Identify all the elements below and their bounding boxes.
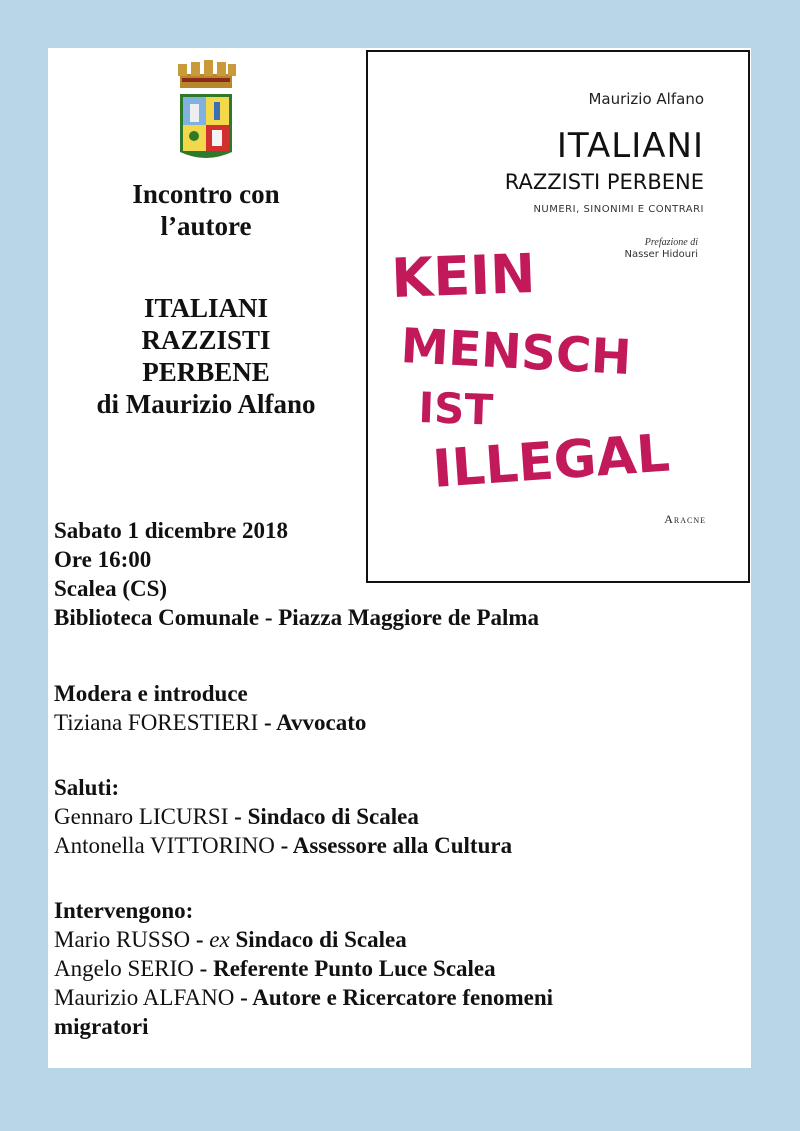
coat-of-arms-icon: [174, 56, 238, 166]
book-title-line-2: RAZZISTI: [141, 325, 271, 355]
moderator-section: [54, 679, 366, 737]
person-name: Gennaro LICURSI: [54, 804, 229, 829]
role-prefix: ex: [209, 927, 230, 952]
cover-subtitle: RAZZISTI PERBENE: [504, 170, 704, 194]
separator: -: [190, 927, 210, 952]
person-name: Antonella VITTORINO: [54, 833, 275, 858]
greeting-row: [54, 831, 512, 860]
moderator-row: [54, 708, 366, 737]
person-role: Autore e Ricercatore fenomeni: [252, 985, 554, 1010]
person-role: Sindaco di Scalea: [247, 804, 419, 829]
person-role: Assessore alla Cultura: [292, 833, 513, 858]
speaker-row: [54, 954, 553, 983]
book-author-line: di Maurizio Alfano: [96, 389, 316, 419]
graffiti-line-4: ILLEGAL: [430, 423, 672, 500]
person-role-continued: migratori: [54, 1014, 149, 1039]
separator: -: [234, 985, 253, 1010]
book-title-line-1: ITALIANI: [143, 293, 269, 323]
greetings-heading: Saluti:: [54, 775, 120, 800]
event-date: Sabato 1 dicembre 2018: [54, 518, 289, 543]
cover-author: Maurizio Alfano: [588, 90, 704, 108]
intro-line-2: l’autore: [160, 211, 252, 241]
graffiti-line-2: MENSCH: [399, 318, 633, 387]
cover-tagline: NUMERI, SINONIMI E CONTRARI: [533, 204, 704, 215]
book-title-line-3: PERBENE: [142, 357, 270, 387]
cover-publisher: Aracne: [664, 512, 706, 526]
moderator-heading: Modera e introduce: [54, 681, 248, 706]
intro-heading: [48, 178, 364, 242]
person-name: Mario RUSSO: [54, 927, 191, 952]
cover-preface-label: Prefazione di: [644, 237, 698, 248]
cover-preface-author: Nasser Hidouri: [624, 249, 698, 260]
person-role: Avvocato: [276, 710, 367, 735]
speakers-heading: Intervengono:: [54, 898, 194, 923]
book-cover: [366, 50, 750, 583]
event-time: Ore 16:00: [54, 547, 152, 572]
cover-title: ITALIANI: [556, 126, 704, 166]
person-name: Tiziana FORESTIERI: [54, 710, 259, 735]
person-name: Maurizio ALFANO: [54, 985, 235, 1010]
separator: -: [274, 833, 293, 858]
separator: -: [228, 804, 248, 829]
greetings-section: [54, 773, 512, 860]
book-title-heading: [48, 292, 364, 420]
graffiti: [382, 242, 682, 502]
greeting-row: [54, 802, 512, 831]
poster: [48, 48, 751, 1068]
person-name: Angelo SERIO: [54, 956, 194, 981]
separator: -: [193, 956, 214, 981]
person-role: Sindaco di Scalea: [229, 927, 407, 952]
event-details: [54, 516, 539, 632]
event-venue: Biblioteca Comunale - Piazza Maggiore de Palma: [54, 605, 540, 630]
speakers-section: [54, 896, 553, 1041]
speaker-row: [54, 925, 553, 954]
person-role: Referente Punto Luce Scalea: [213, 956, 496, 981]
graffiti-line-3: IST: [417, 383, 494, 435]
intro-line-1: Incontro con: [132, 179, 280, 209]
speaker-row: [54, 983, 553, 1012]
separator: -: [258, 710, 277, 735]
graffiti-line-1: KEIN: [390, 242, 537, 310]
event-city: Scalea (CS): [54, 576, 168, 601]
